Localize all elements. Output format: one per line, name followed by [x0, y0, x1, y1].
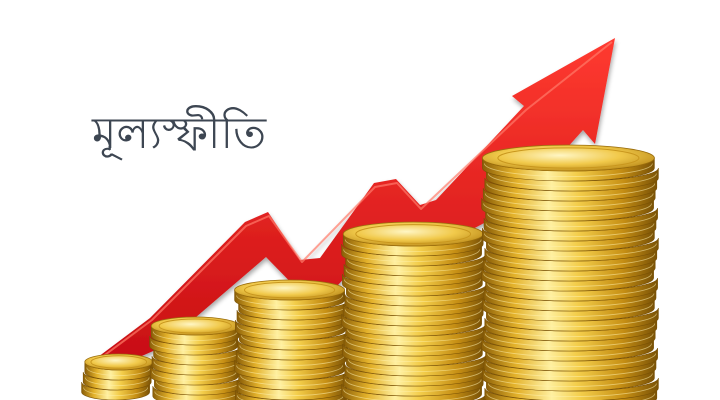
- coin-stack-4: [342, 222, 487, 400]
- inflation-caption: মূল্যস্ফীতি: [92, 108, 267, 159]
- coin-top-face: [235, 280, 345, 300]
- coin-stacks: [82, 145, 659, 400]
- coin-top-face: [343, 222, 483, 246]
- coin-stack-1: [82, 354, 153, 400]
- coin-top-face: [151, 317, 239, 335]
- coin-top-face: [482, 145, 654, 171]
- coin-top-face: [85, 354, 153, 370]
- coin-stack-5: [482, 145, 659, 400]
- coin-stack-2: [150, 317, 243, 400]
- coin-stack-3: [235, 280, 350, 400]
